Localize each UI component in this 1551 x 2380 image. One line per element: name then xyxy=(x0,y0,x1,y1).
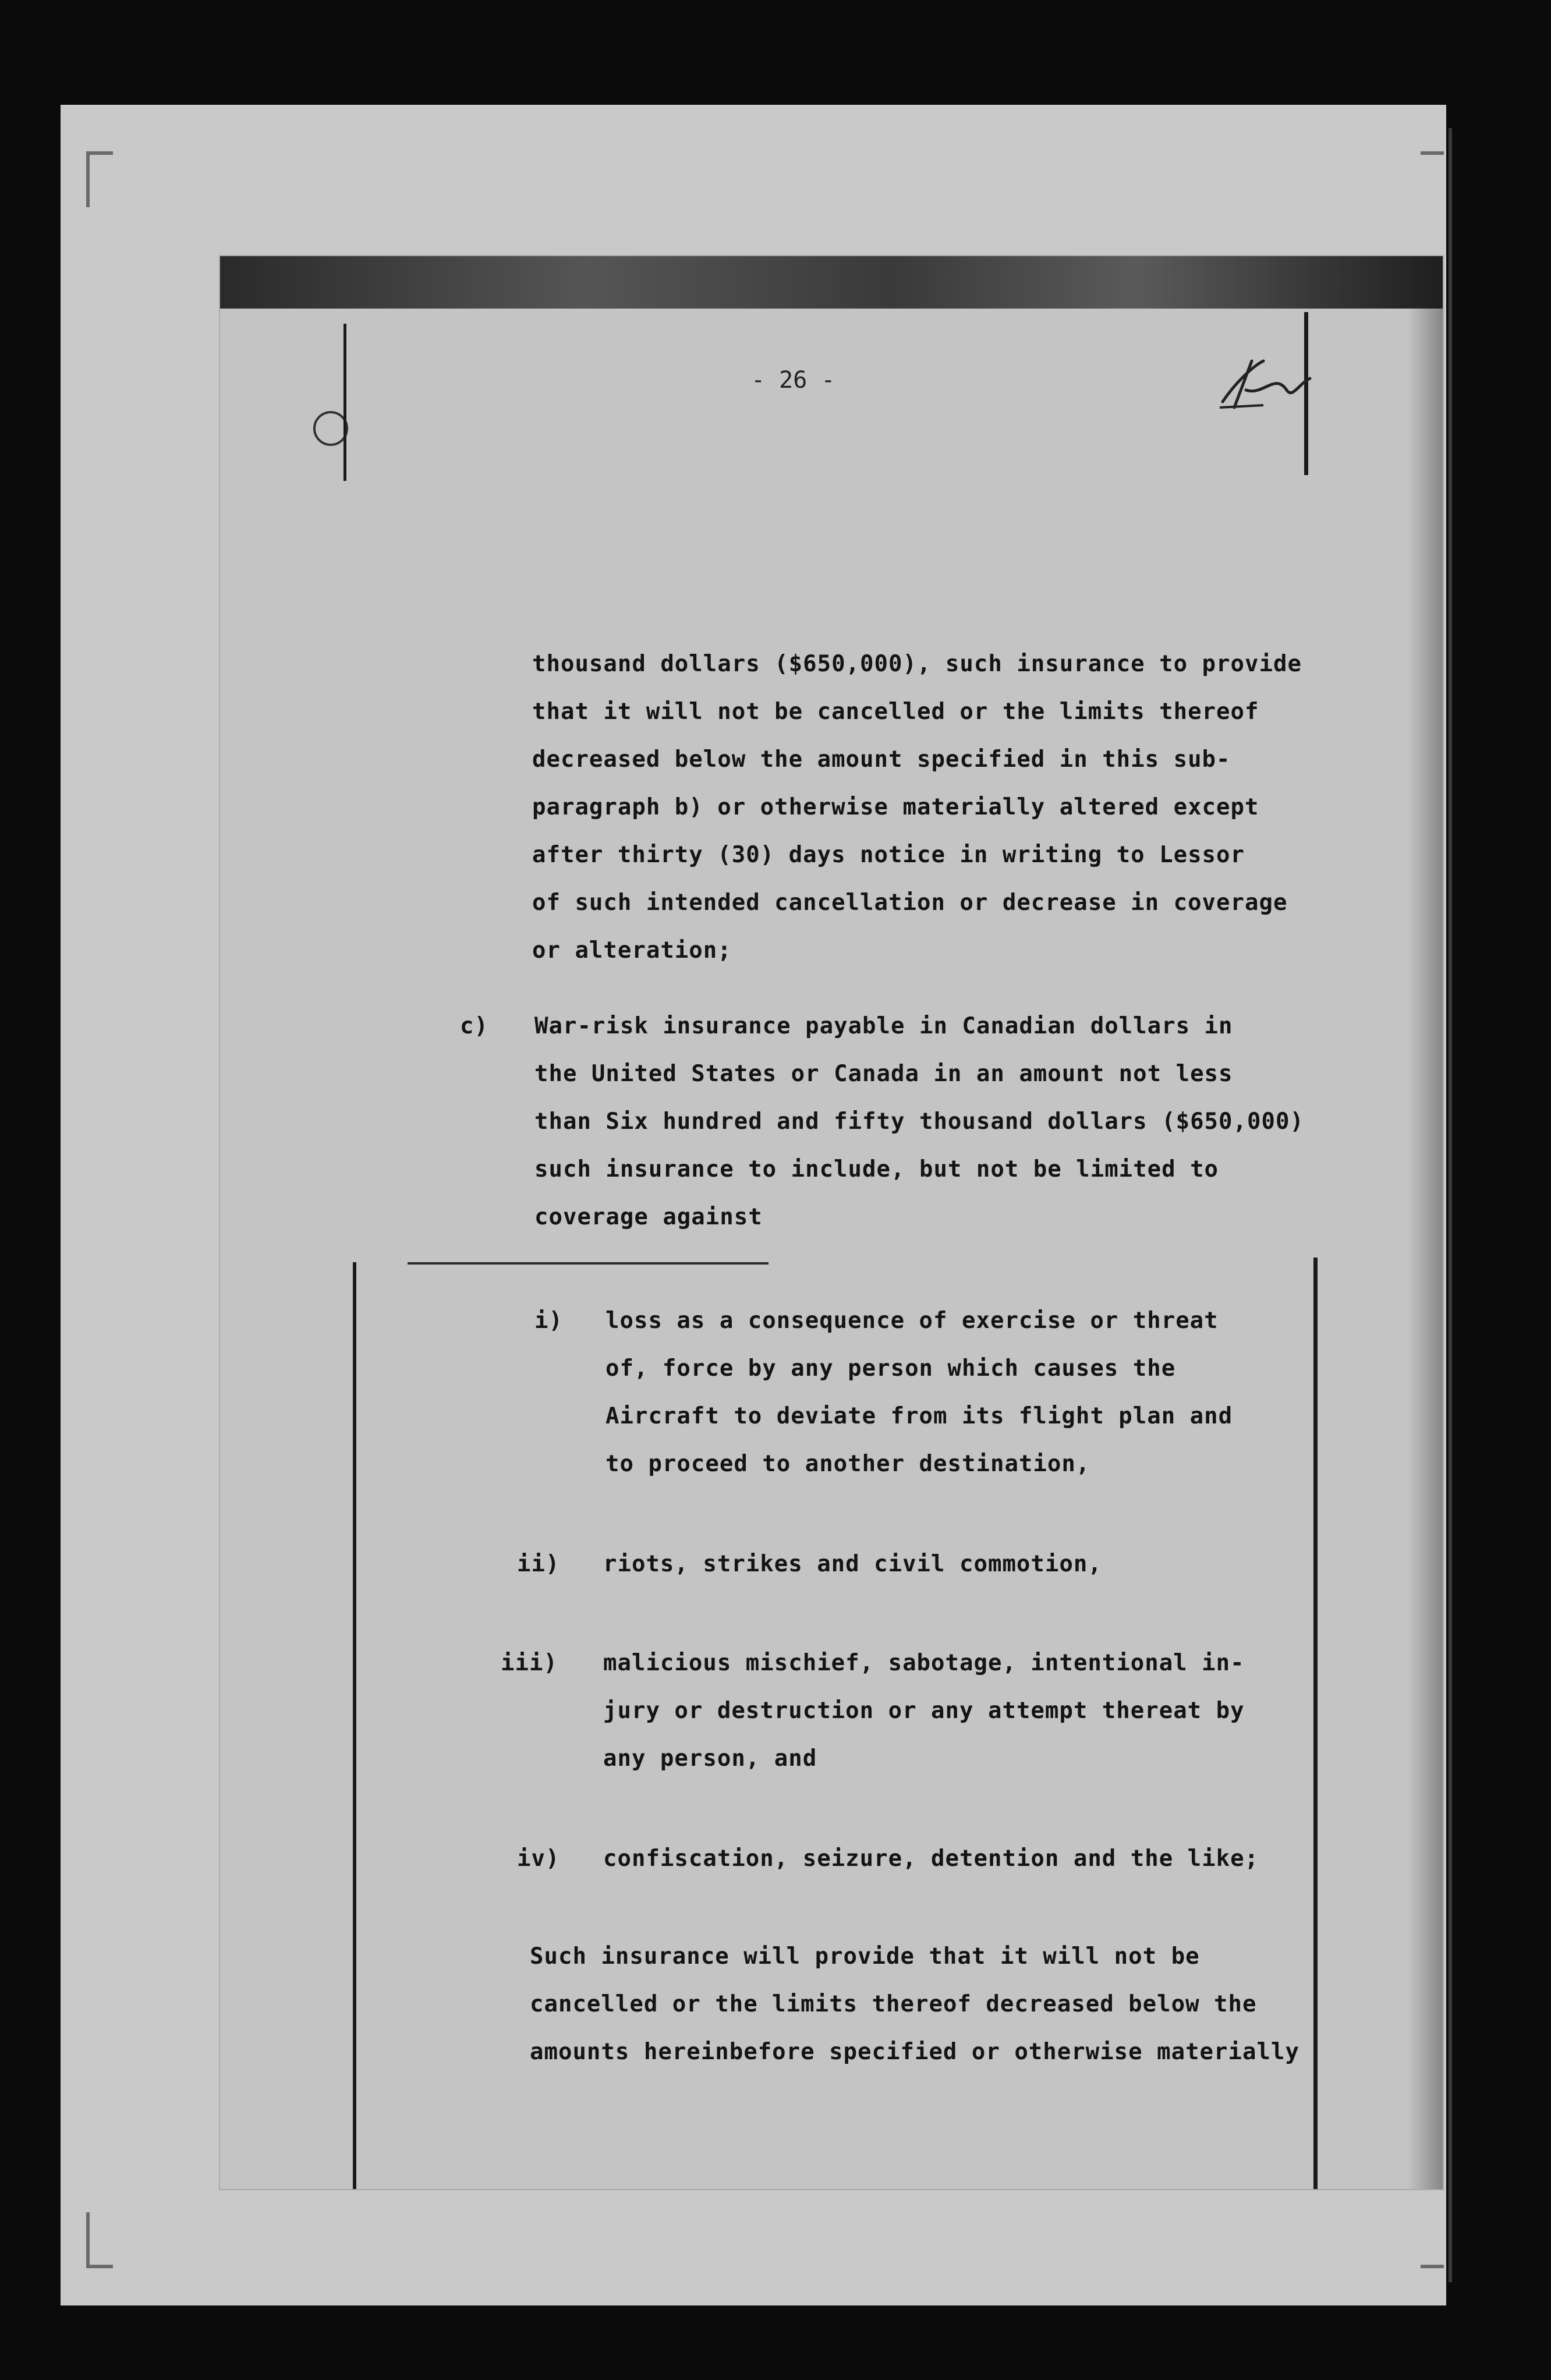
right-margin-bar-bottom xyxy=(1313,1258,1318,2189)
closing-line: cancelled or the limits thereof decreased below the xyxy=(530,1991,1257,2017)
body-line: that it will not be cancelled or the limits thereof xyxy=(532,699,1259,725)
subclause-i-line: of, force by any person which causes the xyxy=(605,1355,1176,1382)
subclause-iii-line: any person, and xyxy=(603,1745,817,1772)
clause-c-line: the United States or Canada in an amount not less xyxy=(534,1061,1233,1087)
page-right-shadow xyxy=(1408,309,1443,2189)
subclause-iii-line: malicious mischief, sabotage, intentional in- xyxy=(603,1650,1245,1676)
crop-mark-top-left xyxy=(86,151,113,207)
crop-mark-bottom-left xyxy=(86,2212,113,2268)
crop-mark-top-right xyxy=(1421,151,1444,161)
subclause-i-line: to proceed to another destination, xyxy=(605,1451,1090,1477)
clause-c-marker: c) xyxy=(460,1013,488,1039)
body-line: paragraph b) or otherwise materially altered except xyxy=(532,794,1259,820)
clause-c-line: such insurance to include, but not be limited to xyxy=(534,1156,1219,1182)
subclause-i-marker: i) xyxy=(534,1308,563,1334)
page-top-shadow xyxy=(220,256,1443,309)
subclause-i-line: loss as a consequence of exercise or threat xyxy=(605,1308,1219,1334)
closing-line: amounts hereinbefore specified or otherwise materially xyxy=(530,2039,1299,2065)
subclause-iv-line: confiscation, seizure, detention and the like; xyxy=(603,1846,1259,1872)
punch-hole xyxy=(313,411,348,446)
clause-c-line: War-risk insurance payable in Canadian dollars in xyxy=(534,1013,1233,1039)
subclause-ii-marker: ii) xyxy=(517,1551,560,1577)
body-line: or alteration; xyxy=(532,937,732,964)
body-line: after thirty (30) days notice in writing to Lessor xyxy=(532,842,1245,868)
section-divider xyxy=(408,1262,769,1265)
clause-c-line: coverage against xyxy=(534,1204,763,1230)
body-line: decreased below the amount specified in this sub- xyxy=(532,746,1231,773)
subclause-iv-marker: iv) xyxy=(517,1846,560,1872)
closing-line: Such insurance will provide that it will not be xyxy=(530,1943,1200,1970)
crop-mark-bottom-right xyxy=(1421,2259,1444,2268)
left-margin-bar-bottom xyxy=(353,1262,356,2189)
left-margin-bar-top xyxy=(344,324,346,481)
body-line: of such intended cancellation or decrease in coverage xyxy=(532,890,1288,916)
subclause-iii-line: jury or destruction or any attempt thereat by xyxy=(603,1698,1245,1724)
document-page xyxy=(220,256,1443,2189)
subclause-ii-line: riots, strikes and civil commotion, xyxy=(603,1551,1102,1577)
page-number: - 26 - xyxy=(751,367,835,394)
mount-right-edge xyxy=(1449,128,1452,2282)
clause-c-line: than Six hundred and fifty thousand dollars ($650,000) xyxy=(534,1108,1304,1135)
subclause-i-line: Aircraft to deviate from its flight plan and xyxy=(605,1403,1233,1429)
body-line: thousand dollars ($650,000), such insurance to provide xyxy=(532,651,1302,677)
subclause-iii-marker: iii) xyxy=(501,1650,558,1676)
initials-signature xyxy=(1211,349,1316,419)
